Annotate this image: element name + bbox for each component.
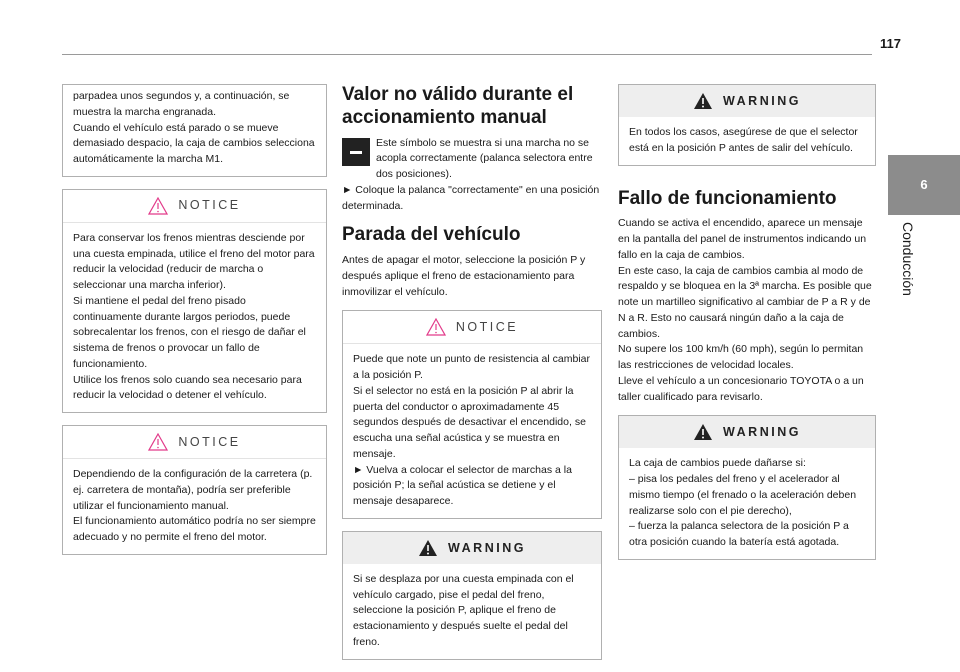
warning-box-1 — [342, 531, 602, 660]
warning-title: WARNING — [448, 540, 526, 555]
warning-text: La caja de cambios puede dañarse si: – pisa los pedales del freno y el acelerador al mismo tiempo (el frenado o la aceleración deben realizarse solo con el pie derecho), – fuerza la palanca selectora de la posición P a otra posición cuando la batería está agotada. — [629, 457, 857, 549]
warning-triangle-icon — [426, 318, 446, 336]
section-heading: Valor no válido durante el accionamiento manual — [342, 84, 574, 128]
warning-header — [619, 85, 875, 117]
column-2 — [342, 84, 602, 672]
notice-header — [63, 426, 326, 459]
top-rule — [62, 54, 872, 55]
warning-triangle-icon — [693, 423, 713, 441]
warning-box-3 — [618, 415, 876, 560]
notice-box-3 — [342, 310, 602, 519]
notice-text: Para conservar los frenos mientras desciende por una cuesta empinada, utilice el freno del motor para reducir la velocidad (reducir de marcha o seleccionar una marcha inferior). Si mantiene el pedal del freno pisado continuamente durante largos periodos, puede sobrecalentar los frenos, con el riesgo de dañar el sistema de frenos o provocar un fallo de funcionamiento. Utilice los frenos solo cuando sea necesario para reducir la velocidad o detener el vehículo. — [73, 231, 315, 402]
symbol-row — [342, 136, 602, 183]
warning-triangle-icon — [693, 92, 713, 110]
warning-triangle-icon — [148, 197, 168, 215]
warning-triangle-icon — [418, 539, 438, 557]
continued-text: parpadea unos segundos y, a continuación, se muestra la marcha engranada. Cuando el vehículo está parado o se mueve demasiado despacio, la caja de cambios selecciona automáticamente la marcha M1. — [73, 90, 315, 165]
notice-text: Puede que note un punto de resistencia al cambiar a la posición P. Si el selector no está en la posición P al abrir la puerta del conductor o aproximadamente 45 segundos después de desactivar el encendido, se escucha una señal acústica y se muestra en mensaje. ► Vuelva a colocar el selector de marchas a la posición P; la señal acústica se detiene y el mensaje desaparece. — [353, 353, 590, 508]
warning-triangle-icon — [148, 433, 168, 451]
notice-header — [343, 311, 601, 344]
notice-box-1 — [62, 189, 327, 413]
warning-text: En todos los casos, asegúrese de que el selector está en la posición P antes de salir del vehículo. — [629, 126, 858, 154]
warning-header — [619, 416, 875, 448]
invalid-gear-symbol-icon — [342, 138, 370, 166]
page-number: 117 — [880, 36, 901, 51]
column-1 — [62, 84, 327, 567]
warning-title: WARNING — [723, 424, 801, 439]
warning-text: Si se desplaza por una cuesta empinada con el vehículo cargado, pise el pedal del freno, seleccione la posición P, aplique el freno de estacionamiento y después suelte el pedal del freno. — [353, 572, 574, 648]
parada-text: Antes de apagar el motor, seleccione la posición P y después aplique el freno de estacionamiento para inmovilizar el vehículo. — [342, 254, 586, 298]
notice-box-2 — [62, 425, 327, 555]
column-3 — [618, 84, 876, 572]
section-heading: Fallo de funcionamiento — [618, 187, 837, 209]
chapter-tab[interactable]: 6 — [888, 155, 960, 215]
notice-header — [63, 190, 326, 223]
symbol-text: Este símbolo se muestra si una marcha no se acopla correctamente (palanca selectora entre dos posiciones). — [376, 136, 593, 181]
continued-box — [62, 84, 327, 177]
notice-title: NOTICE — [178, 198, 241, 213]
warning-header — [343, 532, 601, 564]
chapter-label: Conducción — [900, 222, 916, 296]
notice-text: Dependiendo de la configuración de la carretera (p. ej. carretera de montaña), podría ser preferible utilizar el funcionamiento manual. El funcionamiento automático podría no ser siempre adecuado y no permite el freno del motor. — [73, 468, 316, 543]
action-text: ► Coloque la palanca "correctamente" en una posición determinada. — [342, 183, 600, 212]
section-heading: Parada del vehículo — [342, 224, 521, 246]
malfunction-text: Cuando se activa el encendido, aparece un mensaje en la pantalla del panel de instrumentos indicando un fallo en la caja de cambios. En este caso, la caja de cambios cambia al modo de respaldo y se bloquea en la 3ª marcha. Es posible que note un martilleo significativo al cambiar de P a R y de N a R. Esto no causará ningún daño a la caja de cambios. No supere los 100 km/h (60 mph), según lo permitan las restricciones de velocidad locales. Lleve el vehículo a un concesionario TOYOTA o a un taller cualificado para revisarlo. — [618, 217, 872, 403]
warning-title: WARNING — [723, 93, 801, 108]
notice-title: NOTICE — [178, 434, 241, 449]
warning-box-2 — [618, 84, 876, 166]
notice-title: NOTICE — [455, 320, 519, 335]
